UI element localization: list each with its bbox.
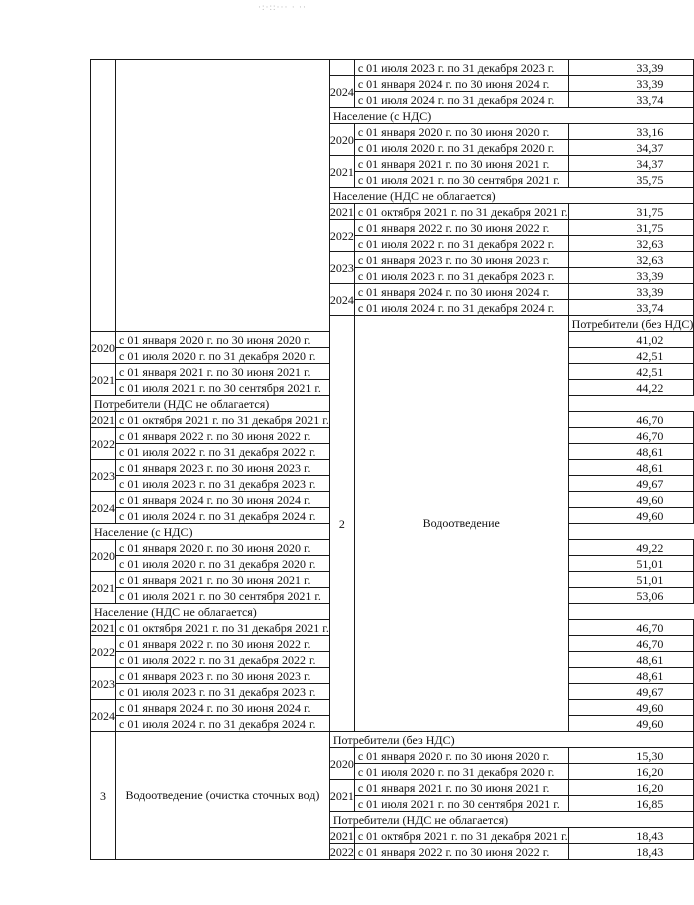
tariff-value-cell: 16,20 — [568, 780, 694, 796]
period-cell: с 01 января 2021 г. по 30 июня 2021 г. — [354, 156, 568, 172]
tariff-value-cell: 16,85 — [568, 796, 694, 812]
section-number: 2 — [329, 316, 354, 732]
tariff-value-cell: 33,16 — [568, 124, 694, 140]
period-cell: с 01 июля 2023 г. по 31 декабря 2023 г. — [354, 268, 568, 284]
tariff-value-cell: 46,70 — [568, 412, 694, 428]
tariff-value-cell: 51,01 — [568, 556, 694, 572]
period-cell: с 01 января 2022 г. по 30 июня 2022 г. — [116, 636, 330, 652]
period-cell: с 01 июля 2022 г. по 31 декабря 2022 г. — [116, 652, 330, 668]
period-cell: с 01 июля 2024 г. по 31 декабря 2024 г. — [354, 92, 568, 108]
period-cell: с 01 января 2023 г. по 30 июня 2023 г. — [116, 668, 330, 684]
year-cell: 2022 — [329, 220, 354, 252]
year-cell: 2021 — [91, 412, 115, 427]
tariff-value-cell: 46,70 — [568, 636, 694, 652]
consumer-group-label: Потребители (без НДС) — [568, 316, 694, 332]
year-cell: 2021 — [91, 364, 116, 396]
year-cell: 2020 — [329, 748, 354, 780]
period-cell: с 01 января 2022 г. по 30 июня 2022 г. — [354, 220, 568, 236]
tariff-value-cell: 49,60 — [568, 492, 694, 508]
tariff-value-cell: 53,06 — [568, 588, 694, 604]
period-cell: с 01 июля 2024 г. по 31 декабря 2024 г. — [116, 508, 330, 524]
tariff-value-cell: 42,51 — [568, 364, 694, 380]
tariff-value-cell: 33,74 — [568, 300, 694, 316]
period-cell: с 01 января 2024 г. по 30 июня 2024 г. — [354, 284, 568, 300]
consumer-group-label: Население (с НДС) — [91, 524, 355, 540]
tariff-value-cell: 51,01 — [568, 572, 694, 588]
period-cell: с 01 июля 2023 г. по 31 декабря 2023 г. — [354, 60, 568, 76]
period-cell: с 01 июля 2021 г. по 30 сентября 2021 г. — [354, 172, 568, 188]
period-cell: с 01 января 2023 г. по 30 июня 2023 г. — [354, 252, 568, 268]
tariff-value-cell: 49,22 — [568, 540, 694, 556]
year-cell: 2022 — [91, 428, 116, 460]
service-name-cell — [116, 60, 330, 332]
year-cell — [329, 60, 354, 76]
period-cell: с 01 июля 2024 г. по 31 декабря 2024 г. — [354, 300, 568, 316]
period-cell: с 01 июля 2023 г. по 31 декабря 2023 г. — [116, 476, 330, 492]
consumer-group-label: Население (с НДС) — [329, 108, 694, 124]
service-name: Водоотведение — [354, 316, 568, 732]
tariff-value-cell: 32,63 — [568, 252, 694, 268]
period-cell: с 01 июля 2020 г. по 31 декабря 2020 г. — [354, 140, 568, 156]
year-cell: 2021 — [91, 620, 115, 635]
tariff-value-cell: 31,75 — [568, 204, 694, 220]
period-cell: с 01 января 2024 г. по 30 июня 2024 г. — [116, 700, 330, 716]
period-cell: с 01 января 2024 г. по 30 июня 2024 г. — [354, 76, 568, 92]
header-stamp: ·:·::··· · ·· — [258, 2, 307, 12]
period-cell: с 01 июля 2021 г. по 30 сентября 2021 г. — [354, 796, 568, 812]
section-number: 3 — [91, 732, 116, 860]
period-cell: с 01 июля 2021 г. по 30 сентября 2021 г. — [116, 588, 330, 604]
group-row — [91, 732, 694, 748]
service-name: Водоотведение (очистка сточных вод) — [116, 732, 330, 860]
tariff-value-cell: 48,61 — [568, 668, 694, 684]
consumer-group-label: Население (НДС не облагается) — [329, 188, 694, 204]
tariff-value-cell: 48,61 — [568, 444, 694, 460]
consumer-group-label: Потребители (НДС не облагается) — [329, 812, 694, 828]
tariff-table — [90, 59, 694, 860]
period-cell: с 01 октября 2021 г. по 31 декабря 2021 г. — [354, 204, 568, 220]
year-cell: 2023 — [91, 668, 116, 700]
period-cell: с 01 января 2021 г. по 30 июня 2021 г. — [116, 364, 330, 380]
period-cell: с 01 января 2022 г. по 30 июня 2022 г. — [354, 844, 568, 860]
year-cell: 2020 — [91, 540, 116, 572]
year-cell: 2022 — [329, 844, 354, 859]
tariff-value-cell: 44,22 — [568, 380, 694, 396]
tariff-value-cell: 32,63 — [568, 236, 694, 252]
tariff-value-cell: 49,60 — [568, 508, 694, 524]
period-cell: с 01 июля 2023 г. по 31 декабря 2023 г. — [116, 684, 330, 700]
year-cell: 2021 — [329, 780, 354, 812]
year-cell: 2024 — [91, 700, 116, 732]
tariff-value-cell: 33,39 — [568, 60, 694, 76]
year-cell: 2021 — [329, 156, 354, 188]
period-cell: с 01 января 2022 г. по 30 июня 2022 г. — [116, 428, 330, 444]
period-cell: с 01 января 2024 г. по 30 июня 2024 г. — [116, 492, 330, 508]
period-cell: с 01 января 2020 г. по 30 июня 2020 г. — [116, 332, 330, 348]
consumer-group-label: Потребители (без НДС) — [329, 732, 694, 748]
year-cell: 2021 — [329, 204, 354, 219]
year-cell: 2023 — [91, 460, 116, 492]
tariff-value-cell: 18,43 — [568, 828, 694, 844]
year-cell: 2021 — [91, 572, 116, 604]
tariff-value-cell: 48,61 — [568, 652, 694, 668]
period-cell: с 01 июля 2021 г. по 30 сентября 2021 г. — [116, 380, 330, 396]
tariff-value-cell: 18,43 — [568, 844, 694, 860]
period-cell: с 01 июля 2020 г. по 31 декабря 2020 г. — [116, 556, 330, 572]
year-cell: 2024 — [329, 76, 354, 108]
period-cell: с 01 января 2021 г. по 30 июня 2021 г. — [354, 780, 568, 796]
period-cell: с 01 января 2020 г. по 30 июня 2020 г. — [354, 124, 568, 140]
tariff-value-cell: 34,37 — [568, 140, 694, 156]
period-cell: с 01 июля 2020 г. по 31 декабря 2020 г. — [354, 764, 568, 780]
tariff-table-body — [91, 60, 694, 860]
period-cell: с 01 июля 2022 г. по 31 декабря 2022 г. — [354, 236, 568, 252]
period-cell: с 01 января 2020 г. по 30 июня 2020 г. — [116, 540, 330, 556]
tariff-value-cell: 41,02 — [568, 332, 694, 348]
period-cell: с 01 июля 2020 г. по 31 декабря 2020 г. — [116, 348, 330, 364]
tariff-value-cell: 15,30 — [568, 748, 694, 764]
period-cell: с 01 октября 2021 г. по 31 декабря 2021 г. — [116, 412, 330, 428]
period-cell: с 01 июля 2022 г. по 31 декабря 2022 г. — [116, 444, 330, 460]
tariff-value-cell: 33,74 — [568, 92, 694, 108]
period-cell: с 01 января 2021 г. по 30 июня 2021 г. — [116, 572, 330, 588]
tariff-value-cell: 16,20 — [568, 764, 694, 780]
tariff-value-cell: 49,67 — [568, 476, 694, 492]
year-cell: 2020 — [91, 332, 116, 364]
tariff-value-cell: 46,70 — [568, 428, 694, 444]
period-cell: с 01 января 2020 г. по 30 июня 2020 г. — [354, 748, 568, 764]
tariff-value-cell: 33,39 — [568, 284, 694, 300]
tariff-value-cell: 49,60 — [568, 700, 694, 716]
year-cell: 2020 — [329, 124, 354, 156]
tariff-value-cell: 34,37 — [568, 156, 694, 172]
period-cell: с 01 октября 2021 г. по 31 декабря 2021 г. — [354, 828, 568, 844]
period-cell: с 01 июля 2024 г. по 31 декабря 2024 г. — [116, 716, 330, 732]
tariff-value-cell: 31,75 — [568, 220, 694, 236]
tariff-value-cell: 42,51 — [568, 348, 694, 364]
tariff-value-cell: 33,39 — [568, 268, 694, 284]
tariff-value-cell: 35,75 — [568, 172, 694, 188]
section-number-cell — [91, 60, 116, 332]
consumer-group-label: Население (НДС не облагается) — [91, 604, 355, 620]
period-cell: с 01 октября 2021 г. по 31 декабря 2021 г. — [116, 620, 330, 636]
table-row — [91, 60, 694, 76]
period-cell: с 01 января 2023 г. по 30 июня 2023 г. — [116, 460, 330, 476]
year-cell: 2023 — [329, 252, 354, 284]
tariff-value-cell: 33,39 — [568, 76, 694, 92]
tariff-value-cell: 48,61 — [568, 460, 694, 476]
year-cell: 2021 — [329, 828, 354, 843]
tariff-value-cell: 46,70 — [568, 620, 694, 636]
year-cell: 2022 — [91, 636, 116, 668]
consumer-group-label: Потребители (НДС не облагается) — [91, 396, 355, 412]
year-cell: 2024 — [91, 492, 116, 524]
tariff-value-cell: 49,60 — [568, 716, 694, 732]
tariff-value-cell: 49,67 — [568, 684, 694, 700]
year-cell: 2024 — [329, 284, 354, 316]
